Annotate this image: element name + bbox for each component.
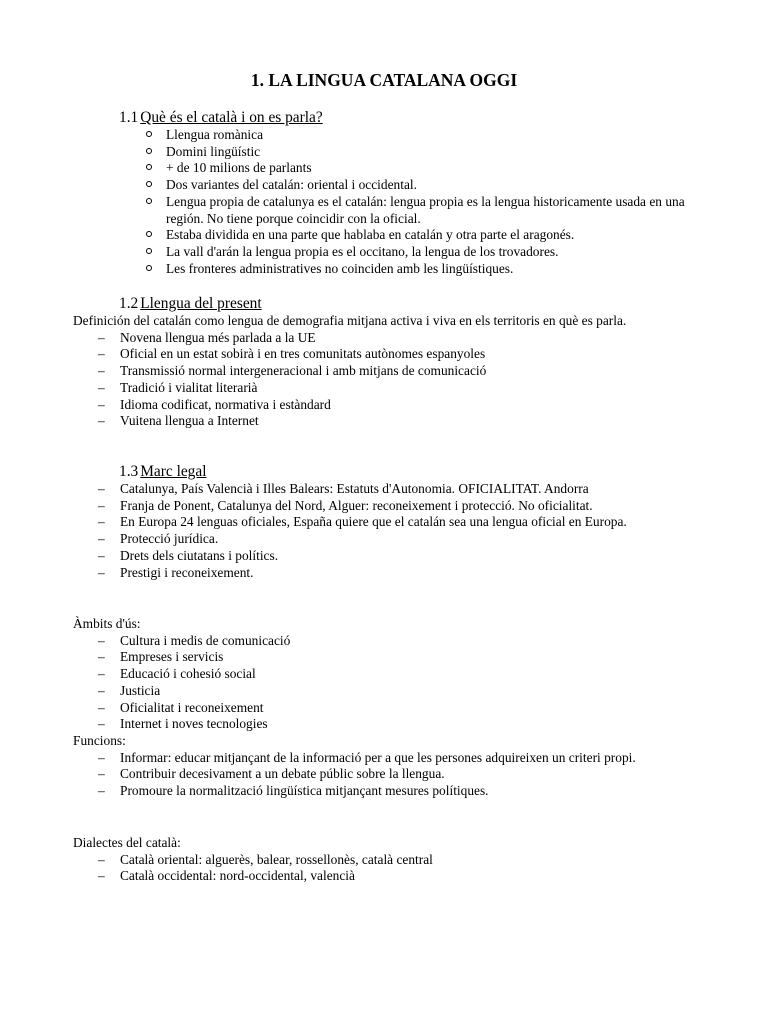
section-heading bbox=[73, 463, 694, 481]
list-item: – Oficial en un estat sobirà i en tres comunitats autònomes espanyoles bbox=[73, 346, 694, 363]
list-item: Estaba dividida en una parte que hablaba en catalán y otra parte el aragonés. bbox=[73, 227, 694, 244]
bullet-list bbox=[73, 127, 694, 277]
section-title: Marc legal bbox=[140, 463, 207, 480]
list-item: – Justicia bbox=[73, 683, 694, 700]
list-item: – Vuitena llengua a Internet bbox=[73, 413, 694, 430]
list-item: – Oficialitat i reconeixement bbox=[73, 700, 694, 717]
list-item: Llengua romànica bbox=[73, 127, 694, 144]
dialectes-label: Dialectes del català: bbox=[73, 835, 181, 850]
list-item: La vall d'arán la lengua propia es el occitano, la lengua de los trovadores. bbox=[73, 244, 694, 261]
dash-list bbox=[73, 852, 694, 885]
list-item: – Idioma codificat, normativa i estàndard bbox=[73, 397, 694, 414]
dash-list bbox=[73, 750, 694, 800]
list-item: – Cultura i medis de comunicació bbox=[73, 633, 694, 650]
list-item: – Contribuir decesivament a un debate públic sobre la llengua. bbox=[73, 766, 694, 783]
section-number: 1.2 bbox=[119, 295, 139, 312]
section-title: Llengua del present bbox=[140, 295, 262, 312]
list-item: Les fronteres administratives no coinciden amb les lingüístiques. bbox=[73, 261, 694, 278]
list-item: – En Europa 24 lenguas oficiales, España quiere que el catalán sea una lengua oficial en Europa. bbox=[73, 514, 694, 531]
list-item: – Transmissió normal intergeneracional i amb mitjans de comunicació bbox=[73, 363, 694, 380]
list-item: – Internet i noves tecnologies bbox=[73, 716, 694, 733]
dash-list bbox=[73, 633, 694, 733]
list-item: Lengua propia de catalunya es el catalán: lengua propia es la lengua historicamente usada en una región. No tiene porque coincidir con la oficial. bbox=[73, 194, 694, 227]
list-item: + de 10 milions de parlants bbox=[73, 160, 694, 177]
section-heading bbox=[73, 295, 694, 313]
ambits-label: Àmbits d'ús: bbox=[73, 616, 141, 631]
section-1-1 bbox=[73, 109, 694, 277]
section-title: Què és el català i on es parla? bbox=[140, 109, 323, 126]
section-intro: Definición del catalán como lengua de demografia mitjana activa i viva en els territoris en què es parla. bbox=[73, 313, 627, 328]
list-item: – Catalunya, País Valencià i Illes Balears: Estatuts d'Autonomia. OFICIALITAT. Andorra bbox=[73, 481, 694, 498]
funcions-label: Funcions: bbox=[73, 732, 126, 748]
list-item: – Informar: educar mitjançant de la informació per a que les persones adquireixen un criteri propi. bbox=[73, 750, 694, 767]
list-item: Dos variantes del catalán: oriental i occidental. bbox=[73, 177, 694, 194]
list-item: Domini lingüístic bbox=[73, 144, 694, 161]
ambits-section bbox=[73, 616, 694, 800]
dash-list bbox=[73, 330, 694, 430]
list-item: – Tradició i vialitat literarià bbox=[73, 380, 694, 397]
section-heading bbox=[73, 109, 694, 127]
dialectes-section bbox=[73, 835, 694, 885]
list-item: – Català occidental: nord-occidental, valencià bbox=[73, 868, 694, 885]
list-item: – Català oriental: alguerès, balear, rossellonès, català central bbox=[73, 852, 694, 869]
list-item: – Franja de Ponent, Catalunya del Nord, Alguer: reconeixement i protecció. No oficialitat. bbox=[73, 498, 694, 515]
section-1-2 bbox=[73, 295, 694, 430]
list-item: – Drets dels ciutatans i polítics. bbox=[73, 548, 694, 565]
section-1-3 bbox=[73, 463, 694, 581]
list-item: – Prestigi i reconeixement. bbox=[73, 565, 694, 582]
list-item: – Empreses i servicis bbox=[73, 649, 694, 666]
section-number: 1.1 bbox=[119, 109, 139, 126]
list-item: – Educació i cohesió social bbox=[73, 666, 694, 683]
section-number: 1.3 bbox=[119, 463, 139, 480]
list-item: – Promoure la normalització lingüística mitjançant mesures polítiques. bbox=[73, 783, 694, 800]
list-item: – Novena llengua més parlada a la UE bbox=[73, 330, 694, 347]
dash-list bbox=[73, 481, 694, 581]
document-title: 1. LA LINGUA CATALANA OGGI bbox=[250, 70, 518, 90]
list-item: – Protecció jurídica. bbox=[73, 531, 694, 548]
